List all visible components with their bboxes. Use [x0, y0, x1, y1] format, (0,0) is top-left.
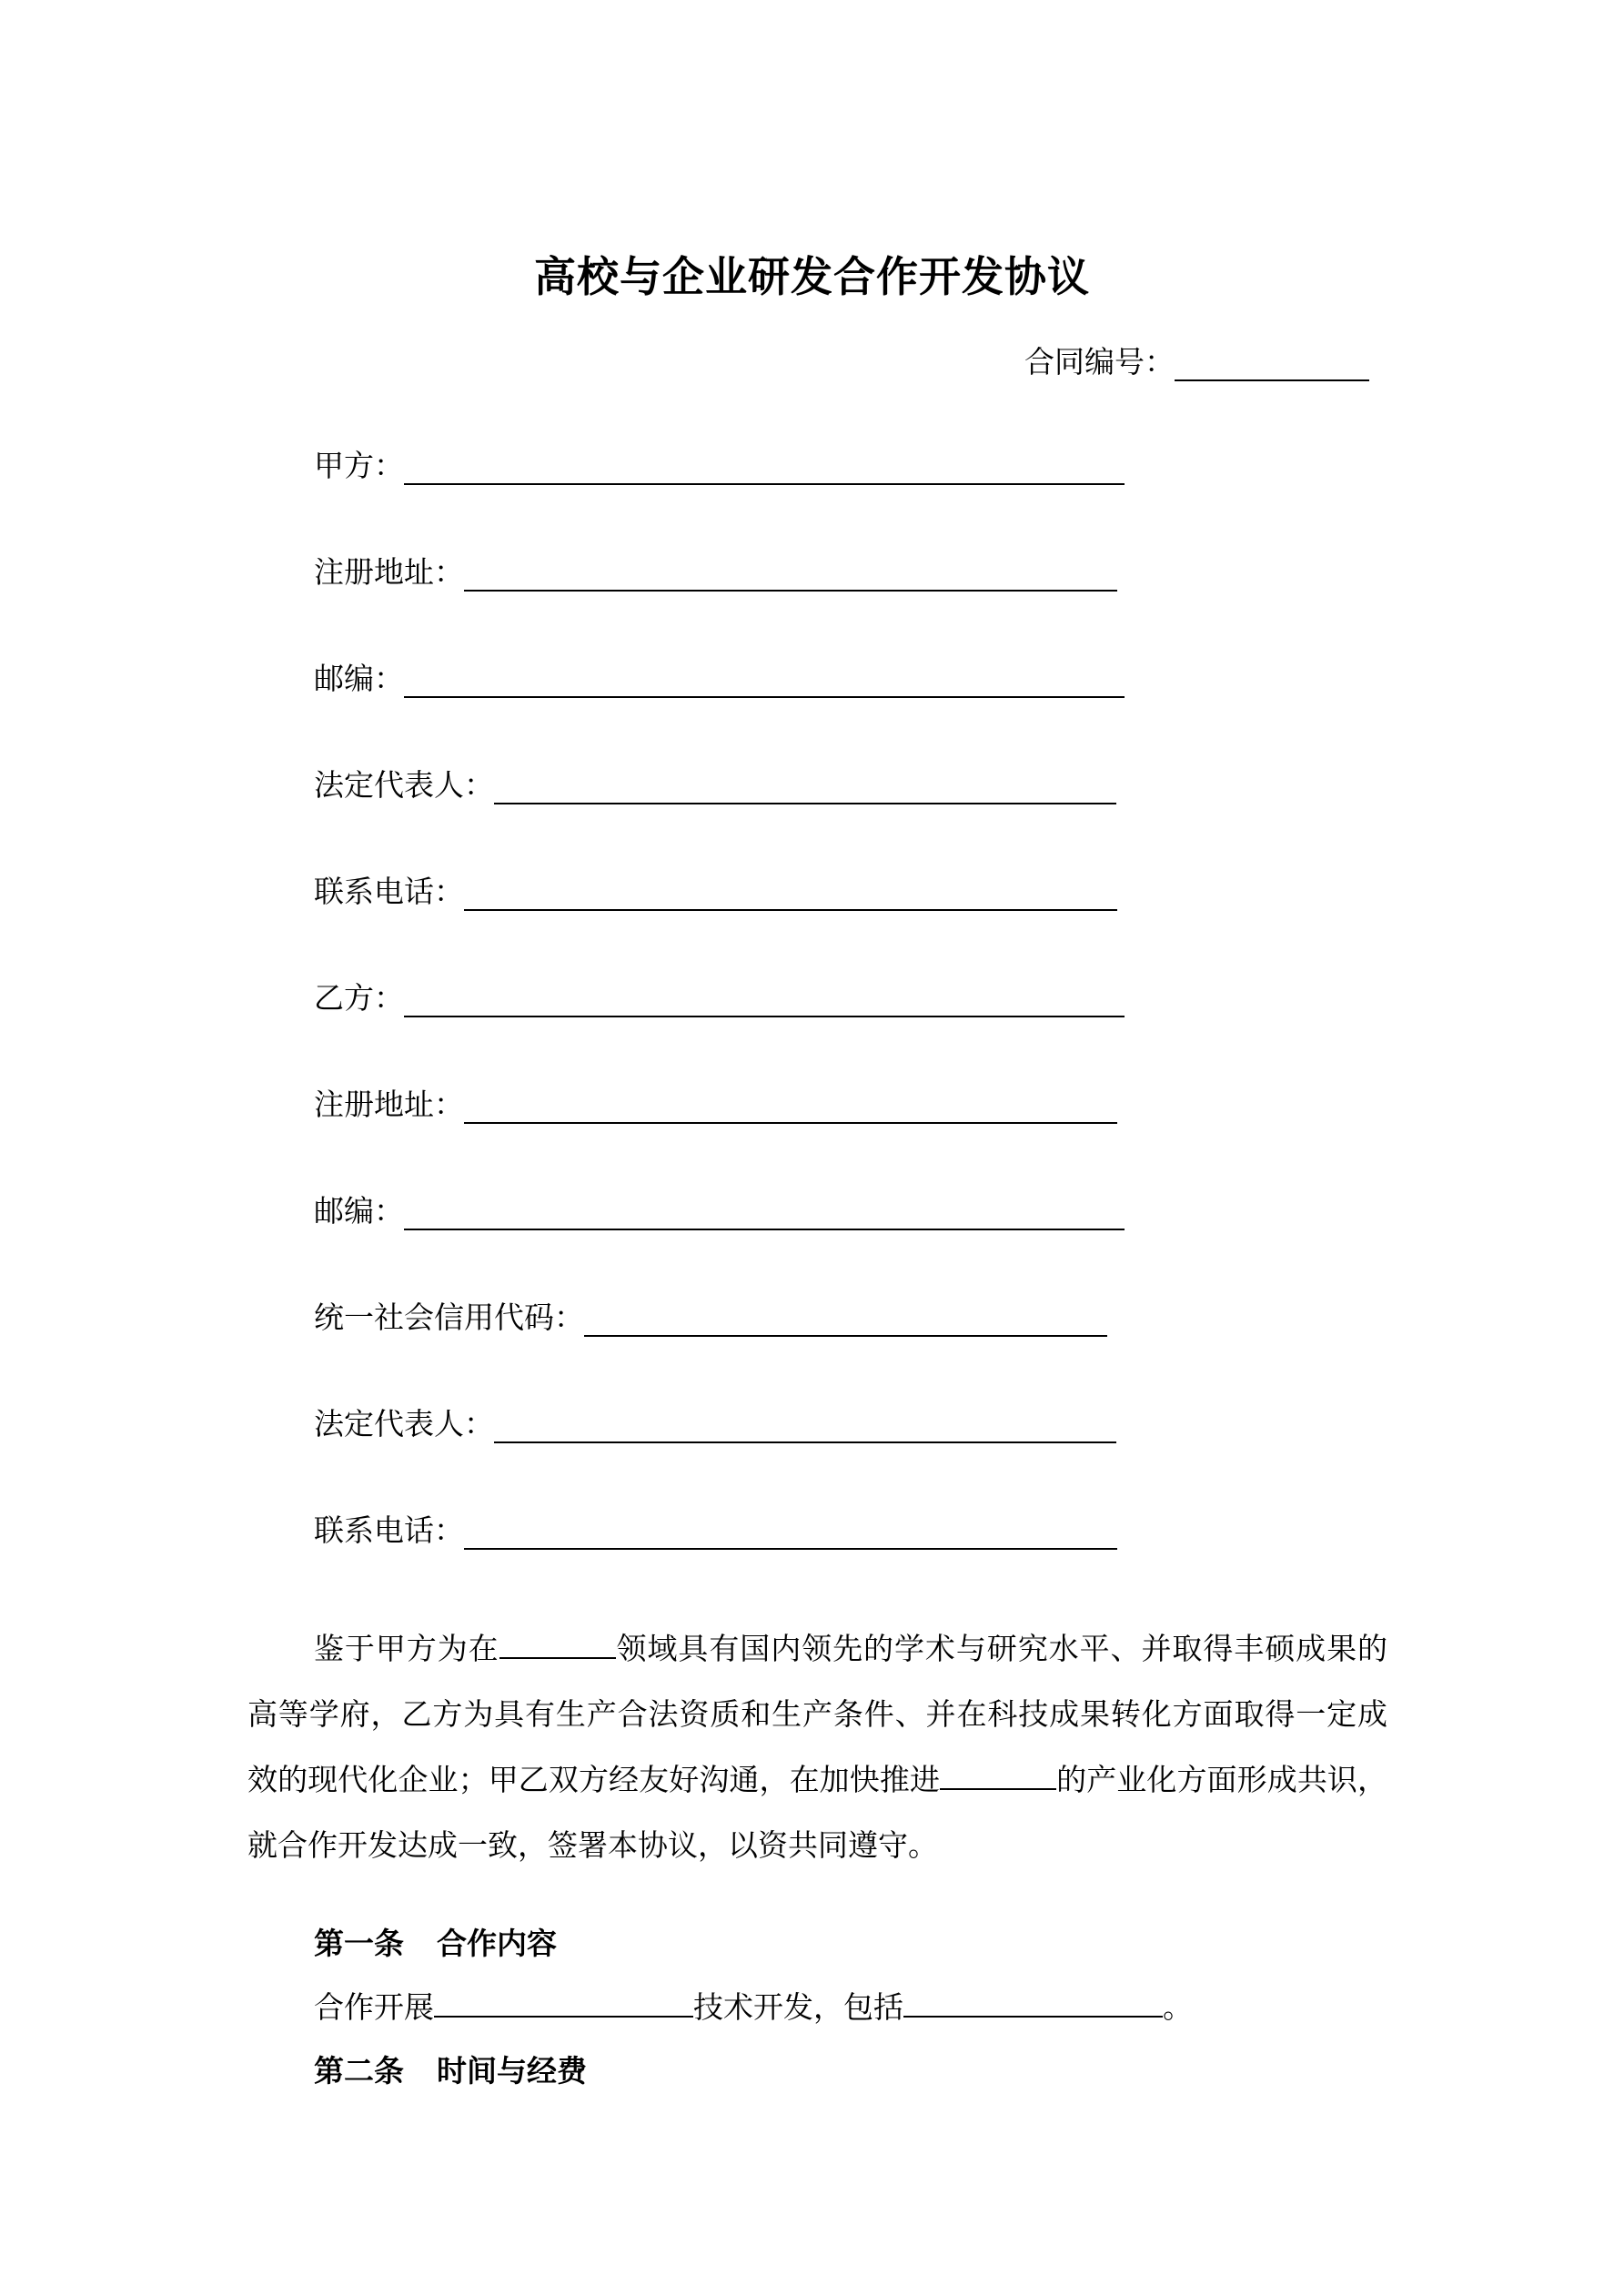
party-b-phone-label: 联系电话：	[314, 1512, 464, 1548]
party-a-legal-rep-blank[interactable]	[494, 772, 1116, 804]
document-title: 高校与企业研发合作开发协议	[534, 252, 1090, 301]
party-a-name-row	[314, 442, 1125, 485]
contract-number-label: 合同编号：	[1024, 344, 1175, 379]
party-b-name-blank[interactable]	[404, 985, 1125, 1017]
party-b-credit-code-label: 统一社会信用代码：	[314, 1300, 584, 1335]
party-b-address-label: 注册地址：	[314, 1087, 464, 1122]
party-b-legal-rep-blank[interactable]	[494, 1411, 1116, 1443]
party-a-postcode-label: 邮编：	[314, 661, 404, 696]
party-a-phone-row	[314, 868, 1117, 911]
party-b-name-label: 乙方：	[314, 980, 404, 1016]
party-a-address-row	[314, 549, 1117, 592]
article-1-text-2: 技术开发，包括	[693, 1989, 903, 2025]
party-a-phone-label: 联系电话：	[314, 874, 464, 909]
article-1-body	[314, 1984, 1193, 2027]
party-a-phone-blank[interactable]	[464, 878, 1117, 911]
preamble-text-2: 领域具有国内领先的学术与研究水平、并取得丰硕成果的高等学府，乙方为具有生产合法资质和生产条件、并在科技成果转化方面取得一定成效的现代化企业；甲乙双方经友好沟通，在加快推进	[247, 1631, 1388, 1797]
article-1-tech-blank[interactable]	[434, 1988, 693, 2018]
article-1-text-1: 合作开展	[314, 1989, 434, 2025]
party-b-phone-blank[interactable]	[464, 1517, 1117, 1550]
contract-number-row	[1024, 339, 1369, 381]
contract-number-blank[interactable]	[1175, 349, 1369, 381]
preamble-industrialization-blank[interactable]	[940, 1761, 1056, 1790]
party-b-credit-code-blank[interactable]	[584, 1304, 1107, 1337]
party-a-postcode-row	[314, 655, 1125, 698]
party-b-postcode-blank[interactable]	[404, 1198, 1125, 1230]
preamble-paragraph	[247, 1616, 1387, 1878]
party-b-legal-rep-row	[314, 1401, 1116, 1443]
party-a-legal-rep-row	[314, 762, 1116, 804]
party-a-name-blank[interactable]	[404, 452, 1125, 485]
party-b-credit-code-row	[314, 1294, 1107, 1337]
party-b-postcode-label: 邮编：	[314, 1193, 404, 1229]
preamble-text-3: 的产业化方面形成共识，就合作开发达成一致，签署本协议，以资共同遵守。	[247, 1762, 1388, 1863]
article-1-heading	[314, 1920, 557, 1963]
preamble-text-1: 鉴于甲方为在	[314, 1631, 499, 1666]
party-b-address-blank[interactable]	[464, 1091, 1117, 1124]
party-a-postcode-blank[interactable]	[404, 665, 1125, 698]
article-2-heading	[314, 2048, 587, 2090]
party-b-phone-row	[314, 1507, 1117, 1550]
party-b-postcode-row	[314, 1188, 1125, 1230]
preamble-field-blank[interactable]	[499, 1630, 616, 1659]
article-2-number: 第二条	[314, 2053, 404, 2089]
party-a-name-label: 甲方：	[314, 448, 404, 483]
party-b-name-row	[314, 975, 1125, 1017]
article-1-scope-blank[interactable]	[903, 1988, 1163, 2018]
party-b-legal-rep-label: 法定代表人：	[314, 1406, 494, 1441]
party-a-legal-rep-label: 法定代表人：	[314, 767, 494, 803]
party-a-address-blank[interactable]	[464, 559, 1117, 592]
article-1-number: 第一条	[314, 1926, 404, 1961]
party-a-address-label: 注册地址：	[314, 554, 464, 590]
article-1-title: 合作内容	[437, 1926, 557, 1961]
article-2-title: 时间与经费	[437, 2053, 587, 2089]
article-1-text-3: 。	[1163, 1989, 1193, 2025]
party-b-address-row	[314, 1081, 1117, 1124]
